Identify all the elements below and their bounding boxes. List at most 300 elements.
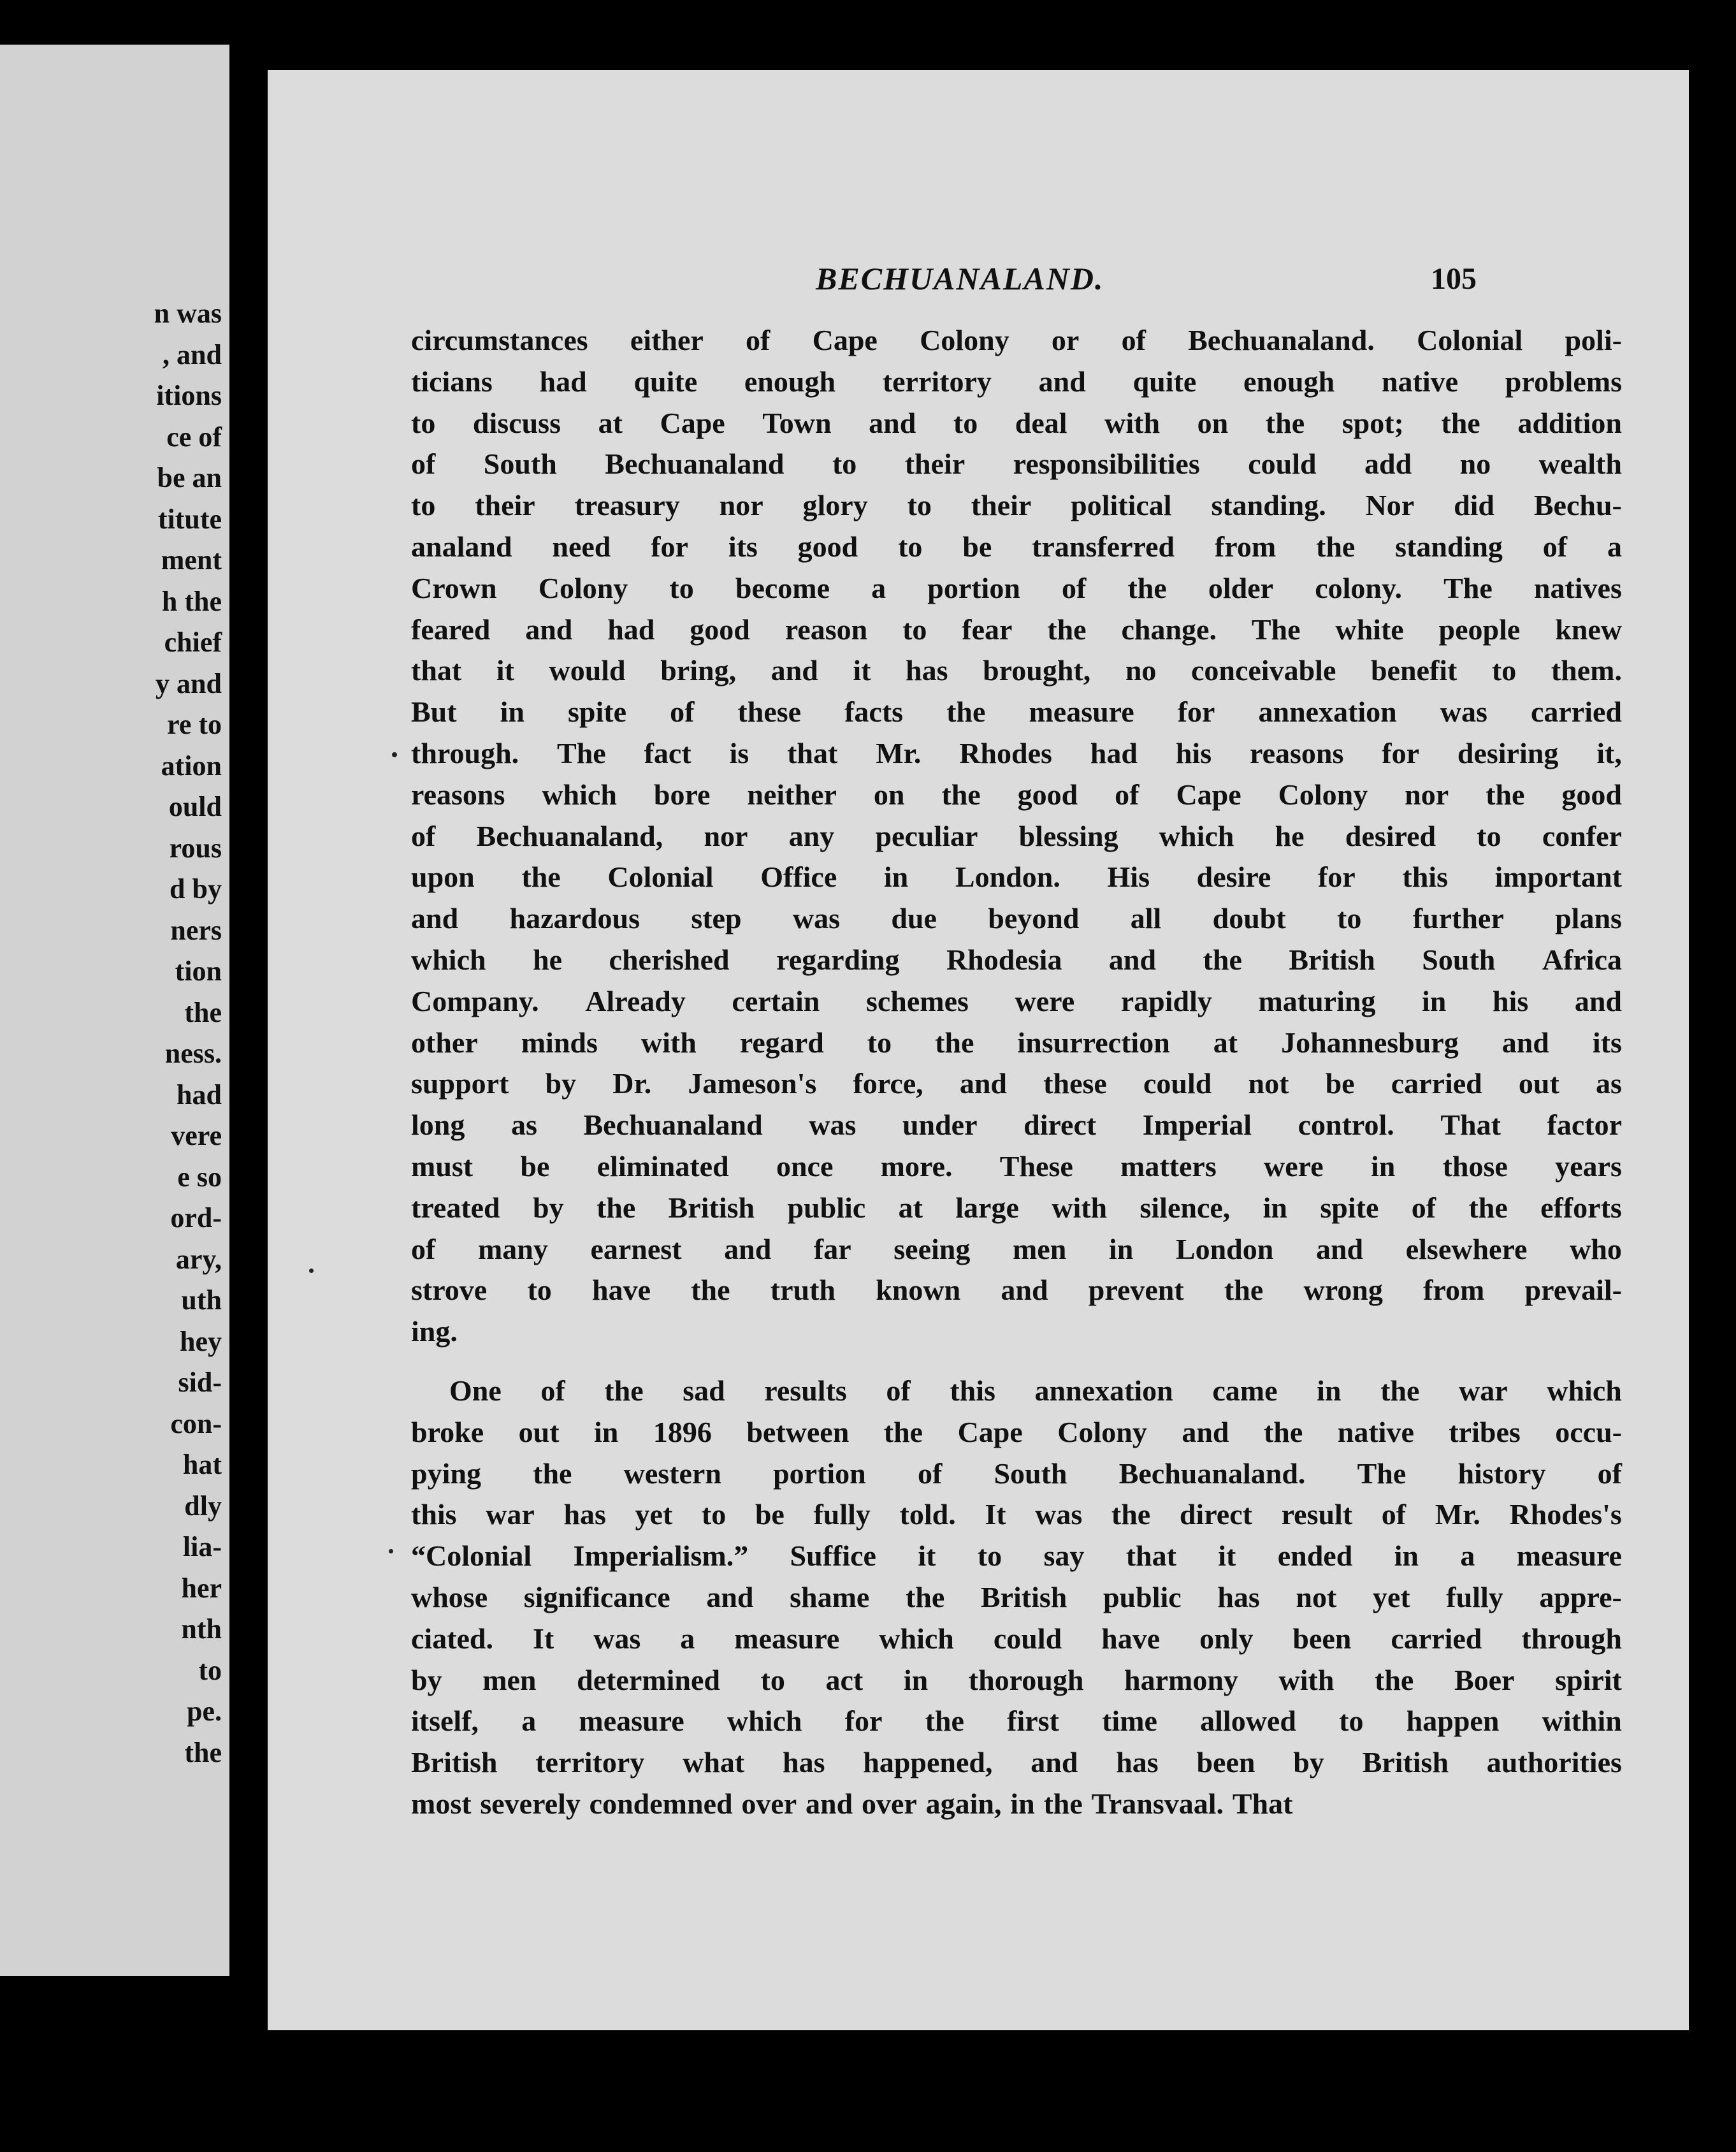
word: is xyxy=(729,736,749,769)
word: of xyxy=(1411,1191,1436,1224)
left-page-line: chief xyxy=(164,627,222,658)
text-line xyxy=(411,1270,1622,1311)
word: treasury xyxy=(574,489,680,522)
word: territory xyxy=(882,365,992,398)
word: seeing xyxy=(893,1232,971,1265)
word: other xyxy=(411,1026,478,1059)
word: for xyxy=(1177,695,1215,729)
word: Dr. xyxy=(612,1067,652,1100)
word: to xyxy=(1339,1705,1364,1738)
word: Johannesburg xyxy=(1281,1026,1459,1059)
body-text xyxy=(411,320,1622,1825)
word: result xyxy=(1281,1498,1353,1531)
word: strove xyxy=(411,1274,488,1307)
word: be xyxy=(755,1498,785,1531)
word: Town xyxy=(762,406,832,439)
word: its xyxy=(728,530,758,563)
word: their xyxy=(904,447,966,481)
left-page-line: hat xyxy=(182,1449,222,1480)
word: by xyxy=(545,1067,577,1100)
word: what xyxy=(683,1746,745,1779)
word: annexation xyxy=(1034,1374,1173,1407)
word: His xyxy=(1107,861,1150,894)
word: responsibilities xyxy=(1013,447,1200,481)
word: long xyxy=(411,1109,465,1142)
text-line xyxy=(411,444,1622,485)
word: London. xyxy=(955,861,1060,894)
word: known xyxy=(876,1274,961,1307)
left-page-line: ary, xyxy=(175,1243,222,1275)
word: wrong xyxy=(1303,1274,1383,1307)
text-line xyxy=(411,1660,1622,1701)
word: from xyxy=(1423,1274,1485,1307)
word: regard xyxy=(739,1026,824,1059)
word: which xyxy=(1159,819,1234,852)
word: Cape xyxy=(957,1415,1023,1448)
word: occu- xyxy=(1555,1415,1622,1448)
text-line xyxy=(411,1536,1622,1577)
word: fact xyxy=(644,736,691,769)
left-page-line: ation xyxy=(161,750,222,782)
left-page-line: con- xyxy=(170,1407,222,1439)
word: have xyxy=(592,1274,651,1307)
word: which xyxy=(411,943,486,976)
word: with xyxy=(1278,1663,1335,1696)
word: of xyxy=(411,1232,436,1265)
word: were xyxy=(1015,984,1075,1017)
word: elsewhere xyxy=(1405,1232,1528,1265)
text-line xyxy=(411,1453,1622,1495)
word: standing xyxy=(1395,530,1503,563)
word: of xyxy=(1062,571,1087,604)
word: ended xyxy=(1277,1539,1353,1573)
text-line xyxy=(411,650,1622,692)
word: London xyxy=(1175,1232,1274,1265)
word: doubt xyxy=(1212,902,1286,935)
left-page-line: uth xyxy=(181,1284,222,1316)
word: Crown xyxy=(411,571,497,604)
word: severely xyxy=(480,1787,581,1820)
word: problems xyxy=(1505,365,1622,398)
word: through. xyxy=(411,736,519,769)
word: analand xyxy=(411,530,512,563)
word: Rhodes's xyxy=(1509,1498,1622,1531)
word: standing. xyxy=(1211,489,1326,522)
word: to xyxy=(701,1498,727,1531)
word: Colony xyxy=(920,324,1009,356)
word: South xyxy=(994,1457,1067,1490)
left-page-line: had xyxy=(177,1079,222,1110)
word: on xyxy=(1197,406,1229,439)
left-page-line: vere xyxy=(171,1120,222,1151)
word: and xyxy=(1182,1415,1229,1448)
word: One xyxy=(449,1374,502,1407)
word: the xyxy=(1203,943,1242,976)
word: It xyxy=(532,1622,554,1655)
text-line xyxy=(411,1105,1622,1146)
word: treated xyxy=(411,1191,500,1224)
word: and xyxy=(1574,984,1622,1017)
word: Imperial xyxy=(1142,1109,1252,1142)
word: which xyxy=(1547,1374,1622,1407)
word: for xyxy=(844,1705,883,1738)
text-line xyxy=(411,981,1622,1022)
word: Company. xyxy=(411,984,539,1017)
word: hazardous xyxy=(509,902,640,935)
word: and xyxy=(1038,365,1086,398)
word: had xyxy=(607,613,655,646)
word: of xyxy=(540,1374,565,1407)
word: this xyxy=(411,1498,457,1531)
word: and xyxy=(1315,1232,1364,1265)
word: to xyxy=(1491,654,1517,687)
word: Bechuanaland. xyxy=(1118,1457,1306,1490)
word: Rhodes xyxy=(959,736,1052,769)
word: again, xyxy=(925,1787,1002,1820)
word: benefit xyxy=(1370,654,1458,687)
word: Colony xyxy=(1278,778,1368,811)
word: more. xyxy=(880,1149,953,1182)
word: the xyxy=(1441,406,1480,439)
word: history xyxy=(1458,1457,1546,1490)
word: between xyxy=(746,1415,850,1448)
word: minds xyxy=(521,1026,598,1059)
text-line xyxy=(411,774,1622,816)
word: of xyxy=(886,1374,911,1407)
word: be xyxy=(962,530,992,563)
word: to xyxy=(411,489,436,522)
word: by xyxy=(411,1663,442,1696)
word: would xyxy=(549,654,626,687)
word: pying xyxy=(411,1457,481,1490)
word: the xyxy=(1380,1374,1420,1407)
word: large xyxy=(955,1191,1019,1224)
word: That xyxy=(1232,1787,1293,1820)
word: by xyxy=(533,1191,564,1224)
word: with xyxy=(640,1026,697,1059)
word: nor xyxy=(704,819,748,852)
word: fear xyxy=(962,613,1013,646)
word: far xyxy=(813,1232,851,1265)
word: and xyxy=(411,902,459,935)
left-page-line: ce of xyxy=(166,421,222,453)
word: the xyxy=(1468,1191,1508,1224)
word: good xyxy=(797,530,858,563)
word: in xyxy=(1108,1232,1134,1265)
word: results xyxy=(764,1374,847,1407)
word: in xyxy=(883,861,909,894)
word: white xyxy=(1335,613,1404,646)
word: British xyxy=(1362,1746,1449,1779)
word: in xyxy=(1010,1787,1035,1820)
word: efforts xyxy=(1540,1191,1622,1224)
word: confer xyxy=(1542,819,1622,852)
word: to xyxy=(1337,902,1362,935)
text-line xyxy=(411,1063,1622,1105)
text-line xyxy=(411,1146,1622,1188)
text-line xyxy=(411,816,1622,857)
word: become xyxy=(735,571,830,604)
word: the xyxy=(883,1415,923,1448)
word: it xyxy=(853,654,871,687)
word: These xyxy=(999,1149,1073,1182)
left-page-line: ners xyxy=(170,914,222,946)
left-page-line: itions xyxy=(156,380,222,411)
word: discuss xyxy=(472,406,561,439)
word: men xyxy=(1012,1232,1067,1265)
word: and xyxy=(1501,1026,1549,1059)
word: ciated. xyxy=(411,1622,494,1655)
word: be xyxy=(1325,1067,1355,1100)
word: a xyxy=(1607,530,1622,563)
left-page-line: titute xyxy=(157,503,222,535)
word: The xyxy=(1251,613,1301,646)
word: it, xyxy=(1596,736,1622,769)
word: was xyxy=(593,1622,641,1655)
word: Boer xyxy=(1454,1663,1515,1696)
word: reason xyxy=(785,613,868,646)
page-gutter xyxy=(229,45,255,1976)
left-page-edge xyxy=(0,45,229,1976)
word: from xyxy=(1214,530,1277,563)
word: natives xyxy=(1533,571,1622,604)
word: could xyxy=(1143,1067,1212,1100)
word: of xyxy=(1381,1498,1407,1531)
word: further xyxy=(1412,902,1504,935)
word: prevent xyxy=(1088,1274,1184,1307)
word: a xyxy=(521,1705,537,1738)
word: significance xyxy=(523,1580,670,1613)
word: was xyxy=(1440,695,1487,729)
word: Mr. xyxy=(876,736,922,769)
word: its xyxy=(1592,1026,1622,1059)
left-page-line: n was xyxy=(154,298,222,329)
word: quite xyxy=(1132,365,1197,398)
word: these xyxy=(1043,1067,1107,1100)
word: only xyxy=(1199,1622,1254,1655)
word: quite xyxy=(633,365,698,398)
word: to xyxy=(669,571,694,604)
word: to xyxy=(867,1026,892,1059)
left-page-line: rous xyxy=(169,832,222,864)
word: this xyxy=(950,1374,995,1407)
word: authorities xyxy=(1486,1746,1622,1779)
word: not xyxy=(1248,1067,1289,1100)
word: bore xyxy=(653,778,711,811)
word: years xyxy=(1555,1149,1622,1182)
word: in xyxy=(903,1663,929,1696)
word: the xyxy=(533,1457,572,1490)
text-line xyxy=(411,1784,1622,1825)
word: their xyxy=(971,489,1032,522)
word: was xyxy=(809,1109,857,1142)
word: out xyxy=(518,1415,560,1448)
word: the xyxy=(1224,1274,1264,1307)
word: desire xyxy=(1196,861,1271,894)
text-line xyxy=(411,898,1622,940)
left-page-line: the xyxy=(184,996,222,1028)
word: of xyxy=(746,324,770,356)
word: shame xyxy=(790,1580,870,1613)
word: of xyxy=(411,447,436,481)
word: the xyxy=(1111,1498,1151,1531)
word: to xyxy=(527,1274,552,1307)
word: was xyxy=(1035,1498,1083,1531)
word: earnest xyxy=(590,1232,682,1265)
word: Nor xyxy=(1365,489,1415,522)
word: on xyxy=(873,778,905,811)
word: Bechuanaland, xyxy=(476,819,663,852)
word: nor xyxy=(719,489,763,522)
word: Transvaal. xyxy=(1091,1787,1224,1820)
word: be xyxy=(520,1149,550,1182)
word: peculiar xyxy=(875,819,978,852)
word: carried xyxy=(1391,1067,1482,1100)
word: came xyxy=(1212,1374,1278,1407)
word: his xyxy=(1175,736,1212,769)
word: and xyxy=(724,1232,772,1265)
word: factor xyxy=(1547,1109,1622,1142)
word: insurrection xyxy=(1017,1026,1170,1059)
word: to xyxy=(1477,819,1501,852)
word: a xyxy=(1460,1539,1475,1573)
word: measure xyxy=(1029,695,1134,729)
word: tribes xyxy=(1449,1415,1521,1448)
text-line xyxy=(411,320,1622,361)
word: The xyxy=(557,736,606,769)
word: allowed xyxy=(1200,1705,1296,1738)
word: truth xyxy=(770,1274,835,1307)
word: Suffice xyxy=(790,1539,876,1573)
word: and xyxy=(959,1067,1008,1100)
word: could xyxy=(993,1622,1062,1655)
word: enough xyxy=(1243,365,1335,398)
text-line xyxy=(411,1229,1622,1270)
word: Colonial xyxy=(607,861,714,894)
word: the xyxy=(941,778,981,811)
word: and xyxy=(1031,1746,1078,1779)
word: once xyxy=(776,1149,834,1182)
word: yet xyxy=(635,1498,673,1531)
word: desiring xyxy=(1457,736,1559,769)
word: for xyxy=(651,530,688,563)
word: knew xyxy=(1555,613,1622,646)
word: to xyxy=(902,613,927,646)
word: spot; xyxy=(1342,406,1404,439)
word: it xyxy=(496,654,514,687)
left-page-line: to xyxy=(198,1654,222,1686)
word: did xyxy=(1454,489,1495,522)
word: at xyxy=(598,406,623,439)
word: and xyxy=(1108,943,1157,976)
word: the xyxy=(946,695,986,729)
word: over xyxy=(861,1787,917,1820)
word: any xyxy=(788,819,835,852)
word: that xyxy=(1125,1539,1176,1573)
word: conceivable xyxy=(1190,654,1336,687)
text-line xyxy=(411,403,1622,444)
right-page xyxy=(268,70,1689,2030)
word: spite xyxy=(1320,1191,1379,1224)
word: native xyxy=(1381,365,1459,398)
word: deal xyxy=(1015,406,1067,439)
text-line xyxy=(411,1370,1622,1412)
word: in xyxy=(500,695,524,729)
word: 1896 xyxy=(653,1415,712,1448)
word: South xyxy=(483,447,557,481)
text-line xyxy=(411,1618,1622,1660)
word: brought, xyxy=(983,654,1091,687)
word: to xyxy=(907,489,932,522)
margin-speck xyxy=(392,752,397,757)
word: for xyxy=(1382,736,1419,769)
word: the xyxy=(925,1705,964,1738)
word: beyond xyxy=(988,902,1080,935)
left-page-line: dly xyxy=(184,1490,222,1522)
word: of xyxy=(411,819,436,852)
word: of xyxy=(1597,1457,1622,1490)
word: harmony xyxy=(1124,1663,1238,1696)
word: upon xyxy=(411,861,475,894)
word: broke xyxy=(411,1415,484,1448)
word: change. xyxy=(1121,613,1217,646)
word: the xyxy=(604,1374,644,1407)
word: British xyxy=(1289,943,1375,976)
text-line xyxy=(411,1022,1622,1064)
word: Office xyxy=(760,861,837,894)
paragraph-gap xyxy=(411,1353,1622,1370)
word: Bechuanaland. xyxy=(1188,324,1375,356)
word: cherished xyxy=(609,943,730,976)
word: these xyxy=(737,695,802,729)
word: was xyxy=(792,902,840,935)
word: and xyxy=(525,613,573,646)
word: has xyxy=(563,1498,606,1531)
word: Bechuanaland xyxy=(605,447,785,481)
text-line xyxy=(411,940,1622,981)
word: public xyxy=(1103,1580,1182,1613)
word: most xyxy=(411,1787,472,1820)
word: act xyxy=(825,1663,864,1696)
word: of xyxy=(1542,530,1568,563)
word: the xyxy=(596,1191,636,1224)
word: yet xyxy=(1372,1580,1410,1613)
word: But xyxy=(411,695,457,729)
word: Cape xyxy=(660,406,725,439)
word: not xyxy=(1296,1580,1337,1613)
word: and xyxy=(806,1787,853,1820)
word: direct xyxy=(1179,1498,1252,1531)
word: time xyxy=(1102,1705,1157,1738)
word: appre- xyxy=(1539,1580,1622,1613)
word: his xyxy=(1492,984,1529,1017)
word: and xyxy=(706,1580,754,1613)
word: force, xyxy=(853,1067,923,1100)
word: fully xyxy=(813,1498,871,1531)
word: Colony xyxy=(538,571,628,604)
text-line xyxy=(411,568,1622,609)
word: glory xyxy=(802,489,868,522)
word: which xyxy=(879,1622,954,1655)
word: silence, xyxy=(1139,1191,1231,1224)
paragraph xyxy=(411,320,1622,1353)
left-page-line: sid- xyxy=(178,1367,222,1398)
word: good xyxy=(1561,778,1622,811)
word: in xyxy=(1422,984,1447,1017)
word: men xyxy=(482,1663,537,1696)
word: that xyxy=(787,736,838,769)
word: in xyxy=(1262,1191,1288,1224)
